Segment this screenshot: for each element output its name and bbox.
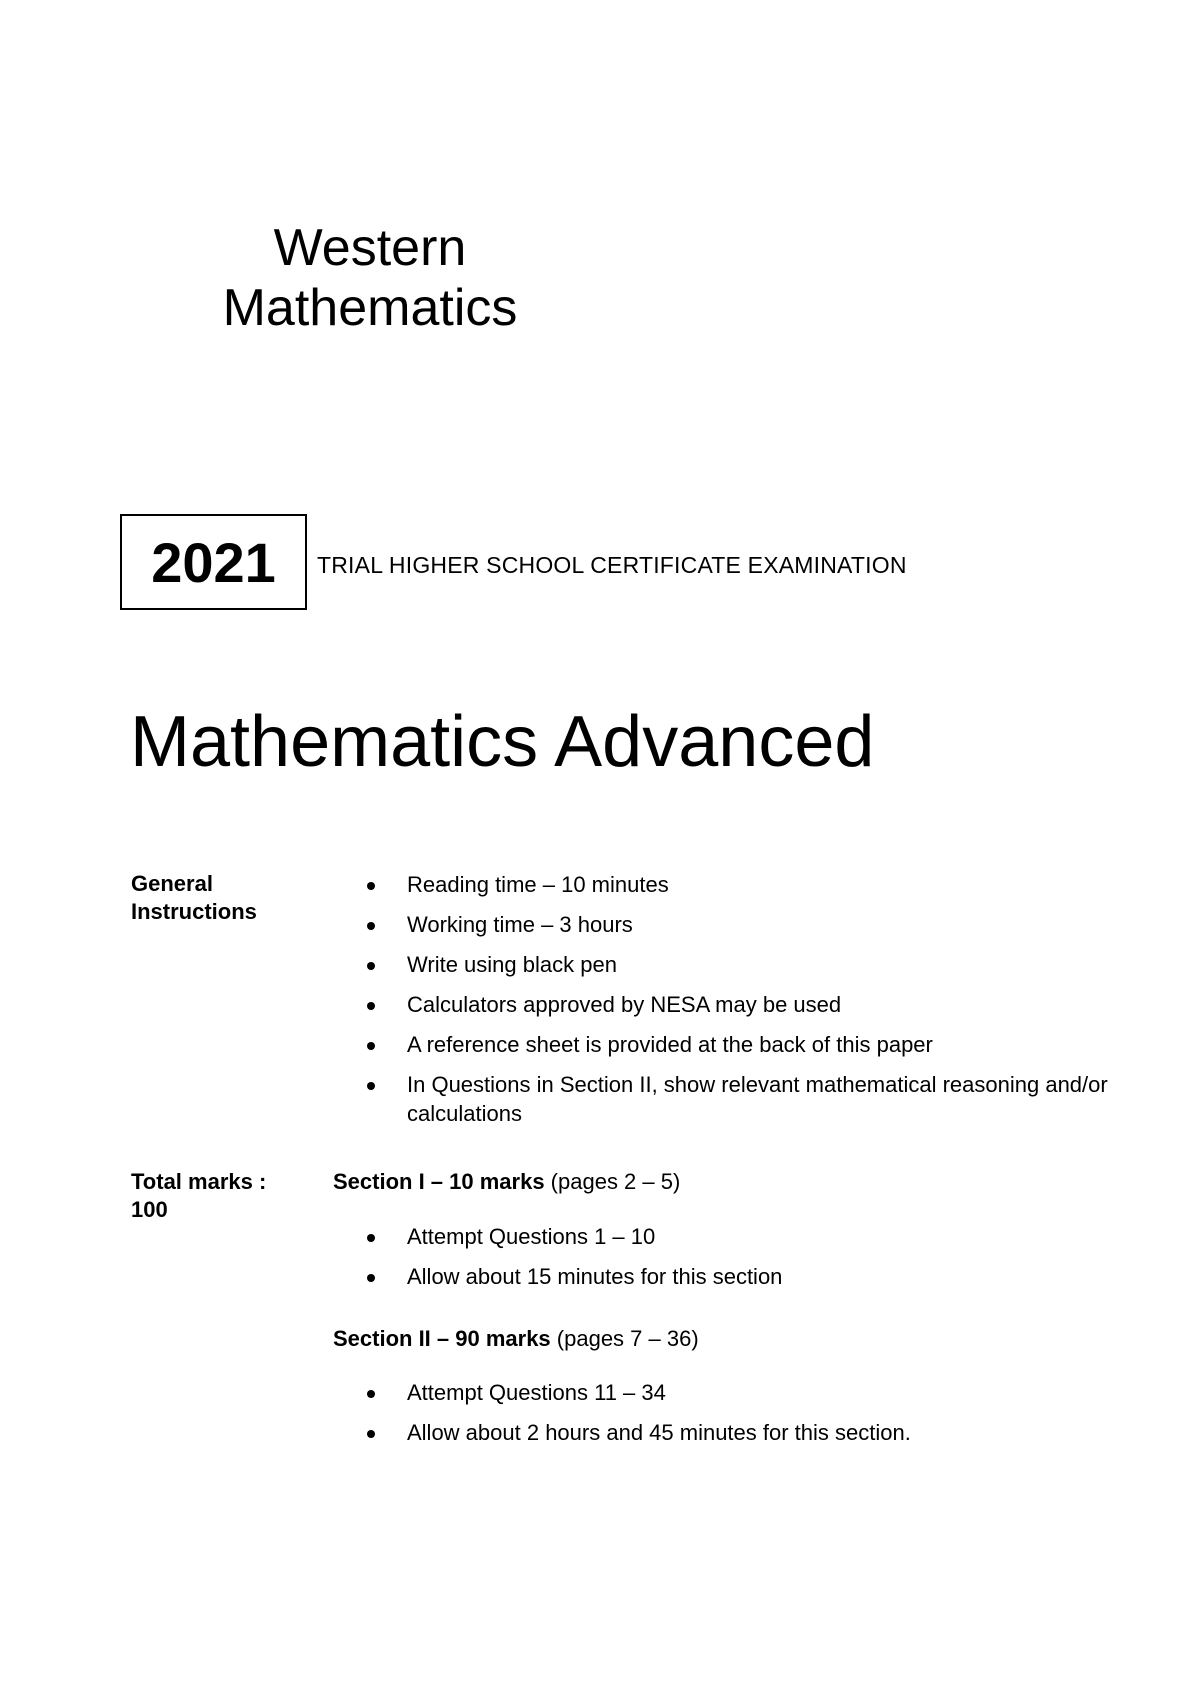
bullet-icon <box>367 922 375 930</box>
list-item <box>335 1262 1115 1291</box>
bullet-icon <box>367 1234 375 1242</box>
general-instructions-label-line2: Instructions <box>131 899 257 924</box>
section-1-pages: (pages 2 – 5) <box>544 1169 681 1194</box>
section-1-title: Section I – 10 marks <box>333 1169 545 1194</box>
list-item <box>335 1070 1115 1128</box>
list-item-text: Attempt Questions 11 – 34 <box>407 1380 666 1405</box>
total-marks-label <box>131 1168 311 1224</box>
section-2-heading <box>333 1325 699 1353</box>
general-instructions-label-line1: General <box>131 871 213 896</box>
list-item-text: In Questions in Section II, show relevant mathematical reasoning and/or calculations <box>407 1072 1108 1126</box>
total-marks-label-line1: Total marks : <box>131 1169 267 1194</box>
list-item-text: Calculators approved by NESA may be used <box>407 992 842 1017</box>
school-name-line1: Western <box>273 219 467 277</box>
section-1-list <box>335 1222 1115 1302</box>
list-item <box>335 1418 1115 1447</box>
bullet-icon <box>367 1430 375 1438</box>
list-item-text: Reading time – 10 minutes <box>407 872 669 897</box>
list-item <box>335 870 1115 899</box>
exam-year-box <box>120 514 307 610</box>
bullet-icon <box>367 962 375 970</box>
exam-title: TRIAL HIGHER SCHOOL CERTIFICATE EXAMINATION <box>317 552 907 578</box>
list-item <box>335 1222 1115 1251</box>
general-instructions-label <box>131 870 311 926</box>
bullet-icon <box>367 1002 375 1010</box>
section-2-pages: (pages 7 – 36) <box>550 1326 699 1351</box>
bullet-icon <box>367 882 375 890</box>
school-name-line2: Mathematics <box>222 279 518 337</box>
section-2-title: Section II – 90 marks <box>333 1326 551 1351</box>
general-instructions-list <box>335 870 1115 1139</box>
total-marks-value: 100 <box>131 1197 168 1222</box>
list-item <box>335 990 1115 1019</box>
section-2-list <box>335 1378 1115 1458</box>
list-item <box>335 910 1115 939</box>
bullet-icon <box>367 1082 375 1090</box>
section-1-heading <box>333 1168 680 1196</box>
subject-title: Mathematics Advanced <box>130 702 875 782</box>
list-item <box>335 950 1115 979</box>
list-item-text: Allow about 2 hours and 45 minutes for this section. <box>407 1420 911 1445</box>
list-item-text: Allow about 15 minutes for this section <box>407 1264 783 1289</box>
school-name <box>190 218 550 338</box>
bullet-icon <box>367 1274 375 1282</box>
list-item-text: Attempt Questions 1 – 10 <box>407 1224 656 1249</box>
list-item <box>335 1030 1115 1059</box>
exam-year: 2021 <box>151 530 276 594</box>
bullet-icon <box>367 1390 375 1398</box>
list-item <box>335 1378 1115 1407</box>
list-item-text: A reference sheet is provided at the back of this paper <box>407 1032 933 1057</box>
bullet-icon <box>367 1042 375 1050</box>
list-item-text: Working time – 3 hours <box>407 912 633 937</box>
list-item-text: Write using black pen <box>407 952 617 977</box>
